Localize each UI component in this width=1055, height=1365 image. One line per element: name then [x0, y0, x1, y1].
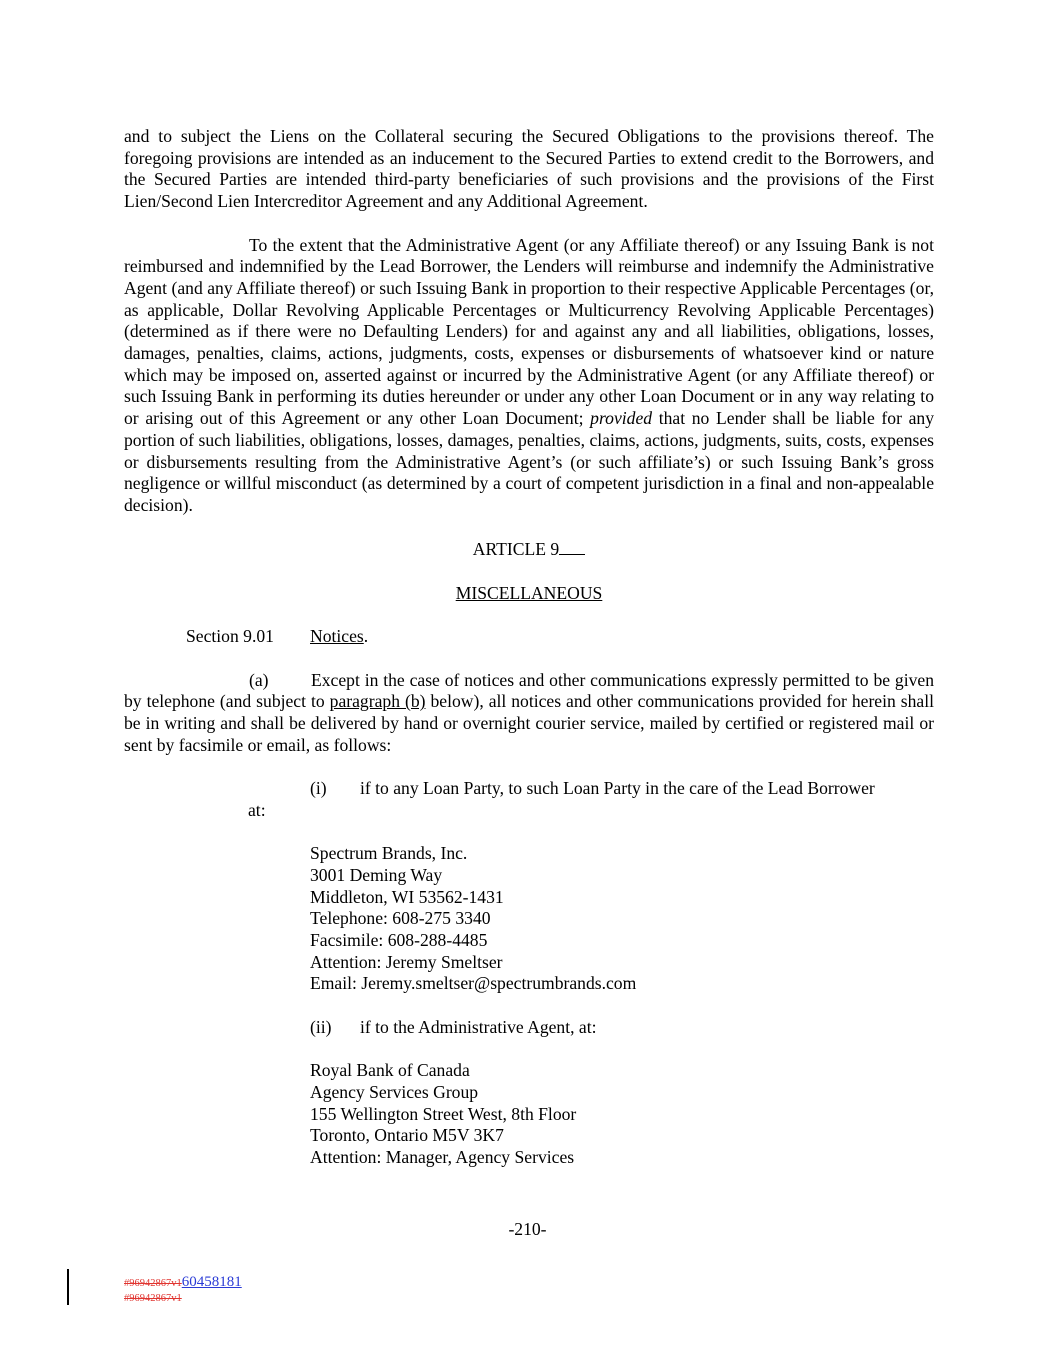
item-i-label: (i) [310, 778, 327, 798]
subsection-a-label: (a) [249, 669, 269, 690]
provided-italic: provided [590, 408, 653, 429]
change-bar [67, 1269, 69, 1305]
item-ii-label: (ii) [310, 1016, 332, 1037]
item-i-text: if to any Loan Party, to such Loan Party in the care of the Lead Borrower [360, 778, 875, 798]
paragraph-indemnification-text-2: that no Lender shall be liable for any portion of such liabilities, obligations, losses, damages, penalties, claims, actions, judgments, suits, costs, expenses or disbursements resulting from the Administrative Agent’s (or such affiliate’s) or such Issuing Bank’s gross negligence or willful misconduct (as determined by a court of competent jurisdiction in a final and non-appealable decision). [124, 408, 935, 515]
section-number: Section 9.01 [186, 626, 274, 647]
footer-inserted-id: 60458181 [181, 1274, 242, 1290]
address-line: Spectrum Brands, Inc. [310, 843, 468, 864]
section-heading [186, 626, 934, 648]
footer-deleted-id: #96942867v1 [124, 1278, 182, 1289]
address-royal-bank [310, 1060, 934, 1169]
paragraph-liens: and to subject the Liens on the Collateral securing the Secured Obligations to the provisions thereof. The foregoing provisions are intended as an inducement to the Secured Parties to extend credit to the Borrowers, and the Secured Parties are intended third-party beneficiaries of such provisions and the provisions of the First Lien/Second Lien Intercreditor Agreement and any Additional Agreement. [124, 126, 934, 212]
section-title-punct: . [363, 626, 369, 647]
document-page [124, 126, 934, 1190]
item-i [124, 778, 934, 821]
article-label: ARTICLE 9 [472, 539, 560, 560]
article-title-text: MISCELLANEOUS [455, 582, 603, 603]
item-i-continuation: at: [248, 799, 266, 820]
address-attention: Attention: Manager, Agency Services [310, 1146, 575, 1167]
paragraph-b-link[interactable]: paragraph (b) [329, 691, 426, 712]
address-attention: Attention: Jeremy Smeltser [310, 951, 503, 972]
section-title: Notices [310, 626, 364, 647]
footer-deleted-id-2: #96942867v1 [124, 1293, 182, 1304]
address-facsimile: Facsimile: 608-288-4485 [310, 929, 488, 950]
paragraph-indemnification-text: To the extent that the Administrative Agent (or any Affiliate thereof) or any Issuing Bank is not reimbursed and indemnified by the Lead Borrower, the Lenders will reimburse and indemnify the Administrative Agent (and any Affiliate thereof) or such Issuing Bank in proportion to their respective Applicable Percentages (or, as applicable, Dollar Revolving Applicable Percentages or Multicurrency Revolving Applicable Percentages) (determined as if there were no Defaulting Lenders) for and against any and all liabilities, obligations, losses, damages, penalties, claims, actions, judgments, costs, expenses or disbursements of whatsoever kind or nature which may be imposed on, asserted against or incurred by the Administrative Agent (or any Affiliate thereof) or such Issuing Bank in performing its duties hereunder or under any other Loan Document or in any way relating to or arising out of this Agreement or any other Loan Document; [124, 234, 934, 429]
address-line: Royal Bank of Canada [310, 1060, 470, 1081]
item-i-row [310, 778, 934, 800]
subsection-a-text-2: below), all notices and other communications provided for herein shall be in writing and shall be delivered by hand or overnight courier service, mailed by certified or registered mail or sent by facsimile or email, as follows: [124, 691, 935, 755]
address-line: Middleton, WI 53562-1431 [310, 886, 504, 907]
address-spectrum-brands [310, 843, 934, 995]
paragraph-indemnification [124, 235, 934, 517]
page-number: -210- [508, 1219, 547, 1239]
article-title [124, 583, 934, 605]
article-blank-underline [559, 538, 585, 555]
subsection-a-text: Except in the case of notices and other communications expressly permitted to be given by telephone (and subject to [124, 669, 934, 712]
address-telephone: Telephone: 608-275 3340 [310, 908, 491, 929]
address-email: Email: Jeremy.smeltser@spectrumbrands.com [310, 973, 637, 994]
address-line: Agency Services Group [310, 1081, 479, 1102]
address-line: 3001 Deming Way [310, 864, 443, 885]
item-ii-text: if to the Administrative Agent, at: [360, 1016, 597, 1037]
subsection-a [124, 670, 934, 757]
address-line: Toronto, Ontario M5V 3K7 [310, 1125, 504, 1146]
article-heading [124, 538, 934, 561]
address-line: 155 Wellington Street West, 8th Floor [310, 1103, 577, 1124]
item-ii-row [310, 1017, 934, 1039]
item-ii [124, 1017, 934, 1039]
document-footer [124, 1273, 242, 1306]
